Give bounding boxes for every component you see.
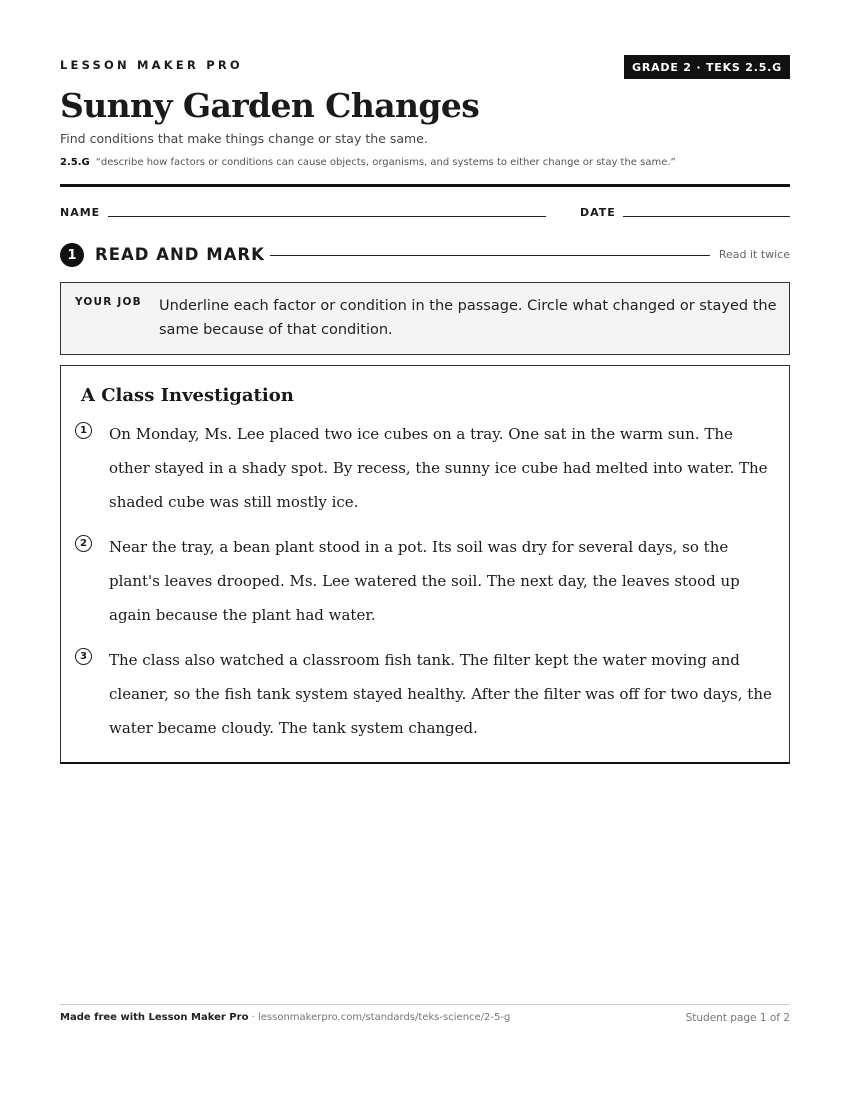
name-label: NAME xyxy=(60,206,101,219)
date-field[interactable] xyxy=(623,216,790,217)
passage-title: A Class Investigation xyxy=(81,385,294,406)
section-number: 1 xyxy=(60,243,84,267)
page-title: Sunny Garden Changes xyxy=(60,86,480,125)
paragraph-text: The class also watched a classroom fish tank. The filter kept the water moving and cleaner, so the fish tank system stayed healthy. After the filter was off for two days, the water became cloudy. The tank system changed. xyxy=(109,651,772,737)
brand-name: LESSON MAKER PRO xyxy=(60,58,243,72)
instructions-label: YOUR JOB xyxy=(75,296,142,308)
section-header xyxy=(60,243,790,267)
instructions-text: Underline each factor or condition in the passage. Circle what changed or stayed the same because of that condition. xyxy=(159,298,777,338)
standard-description: “describe how factors or conditions can cause objects, organisms, and systems to either change or stay the same.” xyxy=(95,157,676,168)
footer-made-with: Made free with Lesson Maker Pro xyxy=(60,1012,249,1023)
header-divider xyxy=(60,184,790,187)
standard-line xyxy=(60,157,676,168)
section-title: READ AND MARK xyxy=(95,245,265,264)
date-label: DATE xyxy=(580,206,616,219)
paragraph-number: 1 xyxy=(75,422,92,439)
footer-credit xyxy=(60,1012,510,1023)
instructions-box xyxy=(60,282,790,355)
name-field[interactable] xyxy=(108,216,546,217)
footer-url[interactable]: · lessonmakerpro.com/standards/teks-science/2-5-g xyxy=(248,1012,511,1023)
paragraph-text: Near the tray, a bean plant stood in a pot. Its soil was dry for several days, so the plant's leaves drooped. Ms. Lee watered the soil. The next day, the leaves stood up again because the plant had water. xyxy=(109,538,740,624)
passage-box xyxy=(60,365,790,764)
page-subtitle: Find conditions that make things change or stay the same. xyxy=(60,131,428,146)
section-rule xyxy=(270,255,710,256)
section-note: Read it twice xyxy=(718,248,790,261)
paragraph-number: 2 xyxy=(75,535,92,552)
footer-divider xyxy=(60,1004,790,1005)
standard-code: 2.5.G xyxy=(60,157,90,168)
paragraph-text: On Monday, Ms. Lee placed two ice cubes on a tray. One sat in the warm sun. The other stayed in a shady spot. By recess, the sunny ice cube had melted into water. The shaded cube was still mostly ice. xyxy=(109,425,768,511)
grade-badge: GRADE 2 · TEKS 2.5.G xyxy=(624,55,790,79)
paragraph-number: 3 xyxy=(75,648,92,665)
page-indicator: Student page 1 of 2 xyxy=(685,1012,790,1024)
